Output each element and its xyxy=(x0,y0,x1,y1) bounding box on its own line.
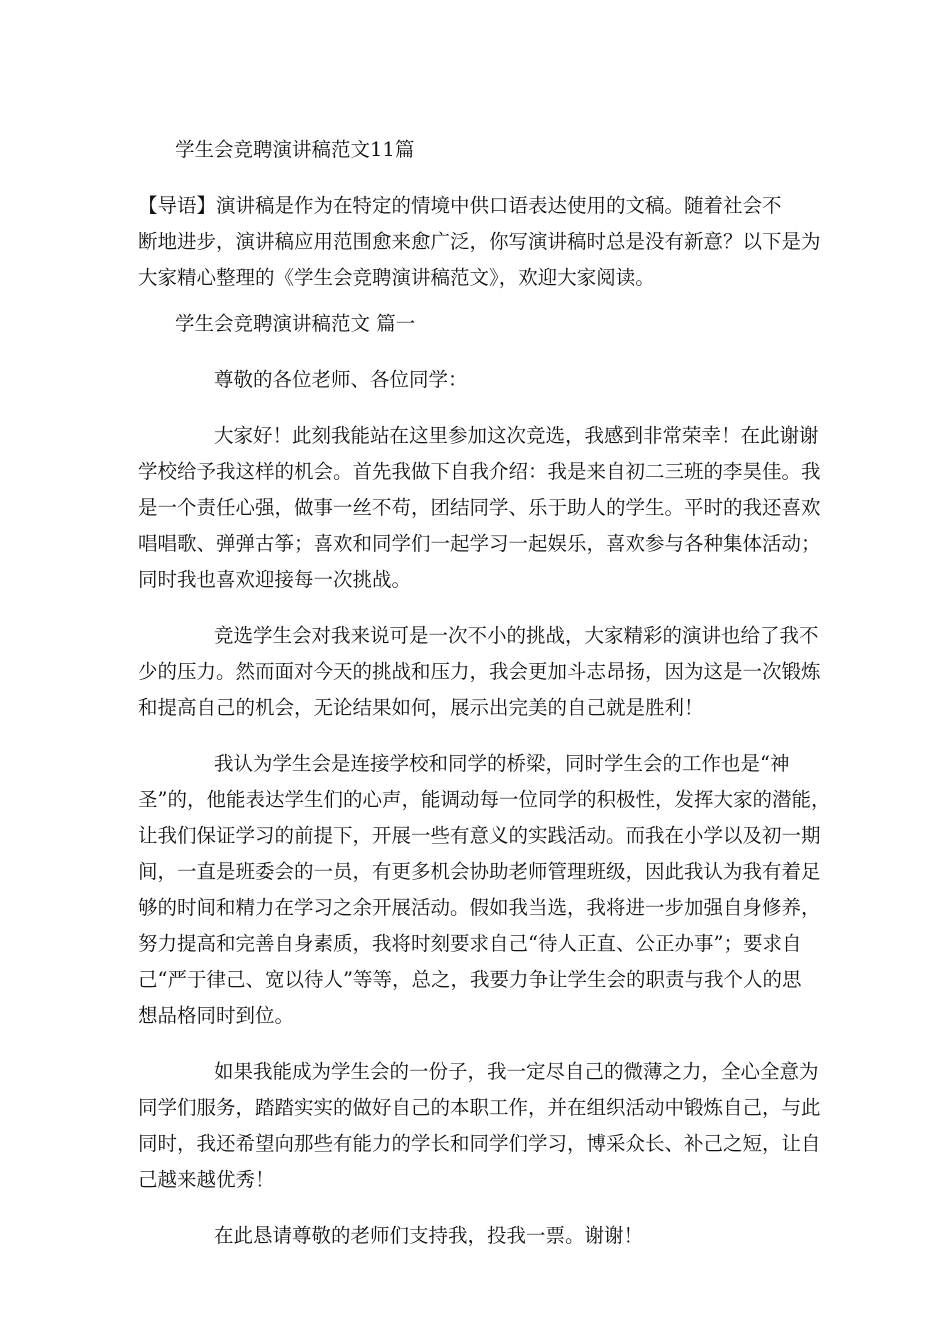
paragraph-line: 够的时间和精力在学习之余开展活动。假如我当选，我将进一步加强自身修养， xyxy=(138,896,821,919)
paragraph-line: 唱唱歌、弹弹古筝；喜欢和同学们一起学习一起娱乐，喜欢参与各种集体活动； xyxy=(138,532,821,555)
document-title: 学生会竞聘演讲稿范文11篇 xyxy=(175,138,415,161)
paragraph-line: 大家好！此刻我能站在这里参加这次竞选，我感到非常荣幸！在此谢谢 xyxy=(214,424,819,447)
intro-line: 断地进步，演讲稿应用范围愈来愈广泛，你写演讲稿时总是没有新意？以下是为 xyxy=(138,230,821,253)
intro-line: 大家精心整理的《学生会竞聘演讲稿范文》，欢迎大家阅读。 xyxy=(138,266,655,289)
paragraph-line: 学校给予我这样的机会。首先我做下自我介绍：我是来自初二三班的李昊佳。我 xyxy=(138,460,821,483)
paragraph-line: 同时我也喜欢迎接每一次挑战。 xyxy=(138,568,412,591)
paragraph-line: 是一个责任心强，做事一丝不苟，团结同学、乐于助人的学生。平时的我还喜欢 xyxy=(138,496,821,519)
paragraph-line: 己越来越优秀！ xyxy=(138,1168,275,1191)
section-heading: 学生会竞聘演讲稿范文 篇一 xyxy=(175,312,416,335)
paragraph-line: 己“严于律己、宽以待人”等等，总之，我要力争让学生会的职责与我个人的思 xyxy=(138,968,802,991)
paragraph-line: 努力提高和完善自身素质，我将时刻要求自己“待人正直、公正办事”；要求自 xyxy=(138,932,802,955)
paragraph-line: 圣”的，他能表达学生们的心声，能调动每一位同学的积极性，发挥大家的潜能， xyxy=(138,788,831,811)
salutation: 尊敬的各位老师、各位同学： xyxy=(214,368,468,391)
paragraph-line: 想品格同时到位。 xyxy=(138,1004,295,1027)
paragraph-line: 和提高自己的机会，无论结果如何，展示出完美的自己就是胜利！ xyxy=(138,696,704,719)
intro-line: 【导语】演讲稿是作为在特定的情境中供口语表达使用的文稿。随着社会不 xyxy=(138,194,782,217)
paragraph-line: 间，一直是班委会的一员，有更多机会协助老师管理班级，因此我认为我有着足 xyxy=(138,860,821,883)
paragraph-line: 如果我能成为学生会的一份子，我一定尽自己的微薄之力，全心全意为 xyxy=(214,1060,819,1083)
paragraph-line: 少的压力。然而面对今天的挑战和压力，我会更加斗志昂扬，因为这是一次锻炼 xyxy=(138,660,821,683)
paragraph-line: 竞选学生会对我来说可是一次不小的挑战，大家精彩的演讲也给了我不 xyxy=(214,624,819,647)
paragraph-line: 同时，我还希望向那些有能力的学长和同学们学习，博采众长、补己之短，让自 xyxy=(138,1132,821,1155)
paragraph-line: 让我们保证学习的前提下，开展一些有意义的实践活动。而我在小学以及初一期 xyxy=(138,824,821,847)
paragraph-line: 我认为学生会是连接学校和同学的桥梁，同时学生会的工作也是“神 xyxy=(214,752,790,775)
closing-line: 在此恳请尊敬的老师们支持我，投我一票。谢谢！ xyxy=(214,1224,644,1247)
paragraph-line: 同学们服务，踏踏实实的做好自己的本职工作，并在组织活动中锻炼自己，与此 xyxy=(138,1096,821,1119)
